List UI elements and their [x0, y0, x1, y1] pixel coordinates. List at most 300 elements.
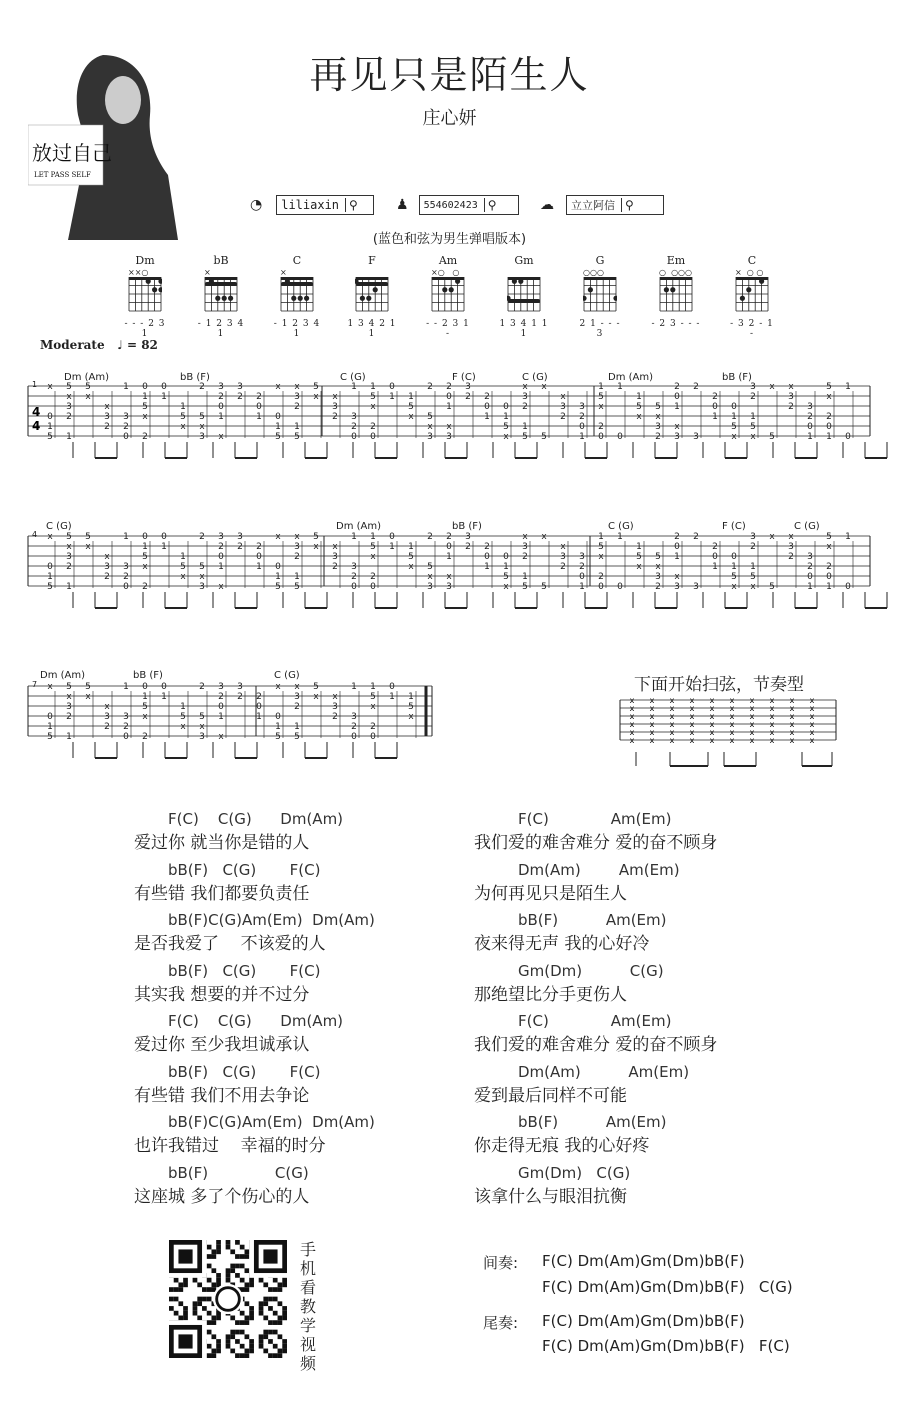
svg-text:5: 5	[199, 412, 205, 422]
tab-chord-label: C (G)	[340, 372, 366, 383]
svg-text:x: x	[629, 712, 635, 721]
svg-text:0: 0	[389, 682, 395, 692]
svg-text:1: 1	[142, 542, 148, 552]
svg-text:2: 2	[807, 562, 813, 572]
svg-text:1: 1	[294, 572, 300, 582]
lyric-chords: bB(F) C(G) F(C)	[168, 860, 321, 879]
svg-text:x: x	[275, 382, 281, 392]
svg-text:1: 1	[294, 722, 300, 732]
svg-text:x: x	[669, 712, 675, 721]
svg-text:x: x	[47, 682, 53, 692]
lyric-line: 爱到最后同样不可能	[474, 1085, 627, 1106]
svg-text:x: x	[649, 720, 655, 729]
svg-text:x: x	[218, 582, 224, 592]
svg-text:x: x	[731, 432, 737, 442]
svg-text:x: x	[85, 392, 91, 402]
svg-text:x: x	[218, 732, 224, 742]
svg-text:2: 2	[104, 422, 110, 432]
lyric-chords: Dm(Am) Am(Em)	[518, 860, 680, 879]
svg-text:x: x	[370, 702, 376, 712]
svg-text:1: 1	[123, 382, 129, 392]
svg-text:x: x	[104, 402, 110, 412]
lyric-line: 你走得无痕 我的心好疼	[474, 1136, 650, 1156]
lyric-chords: bB(F) C(G)	[168, 1163, 309, 1182]
svg-text:2: 2	[370, 722, 376, 732]
svg-text:x: x	[522, 382, 528, 392]
tab-chord-label: Dm (Am)	[336, 521, 382, 532]
svg-text:5: 5	[408, 702, 414, 712]
svg-text:x: x	[809, 736, 815, 745]
svg-text:2: 2	[522, 402, 528, 412]
lyric-line: 我们爱的难舍难分 爱的奋不顾身	[474, 1035, 718, 1055]
svg-text:2: 2	[199, 382, 205, 392]
svg-text:0: 0	[484, 402, 490, 412]
chord-name: Em	[666, 254, 686, 267]
tab-chord-label: bB (F)	[452, 521, 482, 532]
svg-text:2: 2	[674, 532, 680, 542]
svg-text:0: 0	[617, 582, 623, 592]
fingering: - 1 2 3 4 1	[273, 319, 321, 339]
svg-text:3: 3	[66, 702, 72, 712]
svg-text:2: 2	[598, 422, 604, 432]
svg-text:1: 1	[294, 422, 300, 432]
svg-text:2: 2	[807, 412, 813, 422]
lyric-chords: bB(F) C(G) F(C)	[168, 1062, 321, 1081]
svg-text:x: x	[749, 736, 755, 745]
svg-text:x: x	[809, 712, 815, 721]
svg-text:x: x	[332, 392, 338, 402]
interlude-line-2: F(C) Dm(Am)Gm(Dm)bB(F) C(G)	[542, 1278, 793, 1296]
svg-text:x: x	[104, 552, 110, 562]
svg-text:0: 0	[142, 682, 148, 692]
svg-text:0: 0	[275, 412, 281, 422]
svg-text:2: 2	[750, 392, 756, 402]
tab-chord-label: F (C)	[722, 521, 746, 532]
svg-text:3: 3	[294, 392, 300, 402]
svg-text:5: 5	[180, 562, 186, 572]
svg-text:0: 0	[218, 552, 224, 562]
svg-text:2: 2	[294, 552, 300, 562]
svg-text:5: 5	[142, 552, 148, 562]
svg-text:0: 0	[674, 542, 680, 552]
svg-text:2: 2	[351, 422, 357, 432]
svg-text:x: x	[180, 572, 186, 582]
svg-text:2: 2	[123, 572, 129, 582]
svg-text:5: 5	[66, 682, 72, 692]
svg-text:1: 1	[123, 532, 129, 542]
svg-text:5: 5	[313, 532, 319, 542]
fingering: 1 3 4 2 1 1	[347, 319, 397, 339]
svg-text:x: x	[731, 582, 737, 592]
svg-text:0: 0	[142, 382, 148, 392]
svg-text:5: 5	[294, 432, 300, 442]
fingering: 2 1 - - - 3	[579, 319, 621, 339]
svg-text:3: 3	[427, 432, 433, 442]
search-icon: ⚲	[621, 198, 634, 212]
svg-text:3: 3	[560, 402, 566, 412]
tab-chord-label: C (G)	[274, 670, 300, 681]
svg-text:x: x	[629, 728, 635, 737]
svg-text:3: 3	[522, 392, 528, 402]
svg-text:1: 1	[807, 582, 813, 592]
svg-text:x: x	[769, 736, 775, 745]
svg-text:5: 5	[750, 422, 756, 432]
svg-text:1: 1	[180, 702, 186, 712]
svg-text:3: 3	[332, 402, 338, 412]
svg-text:5: 5	[294, 582, 300, 592]
svg-text:2: 2	[66, 412, 72, 422]
svg-text:2: 2	[370, 422, 376, 432]
svg-text:x: x	[669, 720, 675, 729]
svg-text:x: x	[669, 704, 675, 713]
svg-text:x: x	[649, 736, 655, 745]
svg-text:2: 2	[351, 572, 357, 582]
svg-text:1: 1	[617, 532, 623, 542]
svg-text:2: 2	[522, 552, 528, 562]
svg-text:x: x	[789, 696, 795, 705]
svg-text:5: 5	[66, 382, 72, 392]
svg-text:5: 5	[636, 552, 642, 562]
svg-text:1: 1	[47, 572, 53, 582]
svg-text:5: 5	[370, 392, 376, 402]
svg-text:1: 1	[66, 432, 72, 442]
svg-text:5: 5	[85, 682, 91, 692]
measure-number: 1	[32, 380, 38, 389]
lyric-line: 其实我 想要的并不过分	[134, 984, 310, 1005]
svg-text:x: x	[47, 382, 53, 392]
svg-text:0: 0	[826, 572, 832, 582]
svg-text:5: 5	[826, 382, 832, 392]
svg-text:3: 3	[123, 712, 129, 722]
svg-text:3: 3	[66, 552, 72, 562]
weibo-icon: ◔	[250, 197, 263, 213]
svg-text:x: x	[749, 712, 755, 721]
svg-text:5: 5	[750, 572, 756, 582]
svg-text:1: 1	[522, 572, 528, 582]
svg-text:0: 0	[142, 532, 148, 542]
svg-text:2: 2	[370, 572, 376, 582]
svg-text:x: x	[446, 572, 452, 582]
svg-text:5: 5	[731, 572, 737, 582]
svg-text:5: 5	[275, 432, 281, 442]
svg-text:2: 2	[427, 532, 433, 542]
svg-text:x: x	[789, 720, 795, 729]
svg-text:0: 0	[712, 552, 718, 562]
fingering: - 3 2 - 1 -	[730, 319, 774, 339]
svg-text:1: 1	[218, 712, 224, 722]
svg-text:1: 1	[408, 392, 414, 402]
svg-text:5: 5	[47, 582, 53, 592]
svg-text:5: 5	[47, 432, 53, 442]
svg-text:1: 1	[275, 722, 281, 732]
svg-text:x: x	[636, 562, 642, 572]
svg-text:2: 2	[66, 712, 72, 722]
qr-code-image	[168, 1240, 288, 1358]
svg-text:1: 1	[579, 432, 585, 442]
open-mute-markers: ×○ ○	[431, 268, 460, 277]
svg-text:1: 1	[142, 392, 148, 402]
svg-text:x: x	[750, 432, 756, 442]
svg-text:3: 3	[104, 712, 110, 722]
svg-text:3: 3	[218, 382, 224, 392]
svg-text:5: 5	[142, 702, 148, 712]
svg-text:x: x	[649, 696, 655, 705]
svg-text:5: 5	[541, 582, 547, 592]
svg-text:x: x	[275, 532, 281, 542]
svg-text:x: x	[709, 712, 715, 721]
svg-text:2: 2	[237, 692, 243, 702]
svg-text:5: 5	[275, 732, 281, 742]
svg-text:3: 3	[199, 432, 205, 442]
svg-text:x: x	[446, 422, 452, 432]
svg-text:5: 5	[142, 402, 148, 412]
svg-text:1: 1	[142, 692, 148, 702]
chord-name: Dm	[135, 254, 155, 267]
svg-text:x: x	[674, 572, 680, 582]
svg-text:x: x	[598, 402, 604, 412]
lyric-chords: F(C) Am(Em)	[518, 810, 672, 828]
svg-text:x: x	[629, 720, 635, 729]
svg-text:2: 2	[484, 542, 490, 552]
lyric-chords: Gm(Dm) C(G)	[518, 1163, 631, 1182]
svg-text:x: x	[689, 704, 695, 713]
svg-text:x: x	[104, 702, 110, 712]
svg-text:1: 1	[218, 562, 224, 572]
svg-text:x: x	[332, 542, 338, 552]
svg-text:x: x	[598, 552, 604, 562]
svg-text:0: 0	[351, 432, 357, 442]
svg-text:0: 0	[161, 532, 167, 542]
svg-text:x: x	[275, 682, 281, 692]
svg-text:1: 1	[47, 722, 53, 732]
svg-text:2: 2	[598, 572, 604, 582]
svg-text:1: 1	[826, 582, 832, 592]
social-qq: ♟ 554602423 ⚲	[396, 195, 519, 215]
lyric-line: 为何再见只是陌生人	[474, 883, 627, 904]
svg-text:x: x	[729, 696, 735, 705]
svg-text:5: 5	[427, 412, 433, 422]
svg-text:x: x	[66, 542, 72, 552]
tab-chord-label: C (G)	[608, 521, 634, 532]
svg-text:3: 3	[560, 552, 566, 562]
fingering: 1 3 4 1 1 1	[499, 319, 549, 339]
svg-text:x: x	[789, 704, 795, 713]
strum-pattern-title: 下面开始扫弦，节奏型	[634, 675, 804, 695]
svg-text:x: x	[85, 692, 91, 702]
svg-text:0: 0	[446, 392, 452, 402]
svg-text:3: 3	[351, 412, 357, 422]
svg-text:2: 2	[446, 382, 452, 392]
svg-text:1: 1	[807, 432, 813, 442]
svg-text:2: 2	[237, 542, 243, 552]
svg-text:2: 2	[560, 562, 566, 572]
lyric-chords: F(C) Am(Em)	[518, 1012, 672, 1030]
svg-text:3: 3	[655, 572, 661, 582]
chord-name: bB	[213, 254, 229, 267]
svg-text:3: 3	[427, 582, 433, 592]
svg-text:1: 1	[845, 532, 851, 542]
tab-chord-label: bB (F)	[180, 372, 210, 383]
svg-text:x: x	[709, 728, 715, 737]
svg-text:x: x	[689, 696, 695, 705]
svg-text:4: 4	[32, 405, 41, 419]
lyric-line: 有些错 我们不用去争论	[134, 1085, 310, 1106]
svg-text:x: x	[729, 712, 735, 721]
svg-text:x: x	[826, 392, 832, 402]
svg-text:x: x	[809, 704, 815, 713]
svg-text:0: 0	[370, 732, 376, 742]
fingering: - 1 2 3 4 1	[197, 319, 245, 339]
svg-text:3: 3	[104, 562, 110, 572]
svg-text:5: 5	[370, 542, 376, 552]
svg-text:5: 5	[180, 412, 186, 422]
svg-text:x: x	[769, 704, 775, 713]
svg-text:0: 0	[807, 572, 813, 582]
svg-text:0: 0	[503, 552, 509, 562]
svg-text:2: 2	[674, 382, 680, 392]
svg-text:5: 5	[408, 552, 414, 562]
svg-text:2: 2	[294, 702, 300, 712]
svg-text:x: x	[522, 532, 528, 542]
svg-text:x: x	[749, 704, 755, 713]
svg-text:0: 0	[275, 712, 281, 722]
svg-text:2: 2	[104, 572, 110, 582]
svg-text:2: 2	[256, 692, 262, 702]
svg-text:2: 2	[294, 402, 300, 412]
svg-text:3: 3	[750, 532, 756, 542]
tab-chord-label: C (G)	[522, 372, 548, 383]
svg-text:3: 3	[218, 532, 224, 542]
open-mute-markers: ×	[204, 268, 211, 277]
svg-text:x: x	[541, 382, 547, 392]
svg-text:5: 5	[503, 572, 509, 582]
svg-text:x: x	[809, 720, 815, 729]
svg-text:5: 5	[427, 562, 433, 572]
svg-text:1: 1	[256, 712, 262, 722]
svg-text:5: 5	[769, 582, 775, 592]
svg-text:1: 1	[180, 402, 186, 412]
svg-text:3: 3	[788, 392, 794, 402]
svg-text:5: 5	[199, 562, 205, 572]
svg-text:1: 1	[598, 532, 604, 542]
svg-text:x: x	[709, 720, 715, 729]
svg-text:5: 5	[180, 712, 186, 722]
lyric-chords: Gm(Dm) C(G)	[518, 961, 664, 980]
svg-text:3: 3	[522, 542, 528, 552]
svg-text:0: 0	[123, 432, 129, 442]
svg-text:3: 3	[674, 432, 680, 442]
lyric-chords: bB(F) Am(Em)	[518, 911, 667, 929]
svg-text:2: 2	[655, 432, 661, 442]
svg-text:x: x	[826, 542, 832, 552]
svg-text:x: x	[749, 696, 755, 705]
svg-text:0: 0	[218, 402, 224, 412]
qr-caption: 手机看教学视频	[300, 1240, 317, 1373]
svg-text:x: x	[709, 696, 715, 705]
svg-text:2: 2	[579, 562, 585, 572]
svg-text:3: 3	[294, 692, 300, 702]
svg-text:5: 5	[522, 432, 528, 442]
qq-icon: ♟	[396, 197, 409, 213]
svg-text:2: 2	[199, 532, 205, 542]
svg-text:0: 0	[275, 562, 281, 572]
svg-text:1: 1	[256, 562, 262, 572]
chord-name: C	[747, 254, 757, 267]
svg-text:0: 0	[256, 402, 262, 412]
svg-text:1: 1	[503, 412, 509, 422]
svg-text:2: 2	[655, 582, 661, 592]
svg-text:2: 2	[826, 562, 832, 572]
svg-text:0: 0	[47, 412, 53, 422]
svg-text:0: 0	[256, 702, 262, 712]
svg-text:3: 3	[446, 432, 452, 442]
tab-chord-label: Dm (Am)	[64, 372, 110, 383]
svg-text:1: 1	[161, 392, 167, 402]
svg-text:0: 0	[598, 432, 604, 442]
svg-text:x: x	[199, 422, 205, 432]
svg-text:2: 2	[332, 412, 338, 422]
svg-text:3: 3	[218, 682, 224, 692]
svg-text:x: x	[66, 392, 72, 402]
svg-text:1: 1	[275, 572, 281, 582]
fingering: - 2 3 - - -	[651, 319, 701, 329]
svg-text:5: 5	[313, 682, 319, 692]
lyric-line: 爱过你 就当你是错的人	[134, 833, 310, 853]
svg-text:0: 0	[845, 432, 851, 442]
lyric-chords: bB(F) C(G) F(C)	[168, 961, 321, 980]
svg-text:x: x	[809, 728, 815, 737]
svg-text:1: 1	[636, 542, 642, 552]
svg-text:1: 1	[351, 382, 357, 392]
lyric-chords: bB(F)C(G)Am(Em) Dm(Am)	[168, 1113, 375, 1131]
svg-text:1: 1	[180, 552, 186, 562]
svg-text:x: x	[749, 720, 755, 729]
svg-text:5: 5	[275, 582, 281, 592]
svg-text:x: x	[503, 582, 509, 592]
svg-text:x: x	[689, 720, 695, 729]
svg-text:x: x	[180, 422, 186, 432]
svg-text:x: x	[689, 736, 695, 745]
svg-text:x: x	[649, 728, 655, 737]
svg-text:0: 0	[389, 532, 395, 542]
svg-text:3: 3	[294, 542, 300, 552]
svg-text:1: 1	[845, 382, 851, 392]
svg-text:x: x	[313, 542, 319, 552]
svg-text:2: 2	[465, 392, 471, 402]
svg-text:x: x	[749, 728, 755, 737]
svg-text:5: 5	[769, 432, 775, 442]
svg-text:2: 2	[66, 562, 72, 572]
svg-text:2: 2	[446, 532, 452, 542]
svg-text:1: 1	[731, 412, 737, 422]
svg-text:x: x	[769, 728, 775, 737]
svg-text:x: x	[809, 696, 815, 705]
svg-text:2: 2	[237, 392, 243, 402]
open-mute-markers: ×	[280, 268, 287, 277]
version-note: (蓝色和弦为男生弹唱版本)	[372, 232, 527, 247]
svg-text:x: x	[180, 722, 186, 732]
svg-text:x: x	[503, 432, 509, 442]
svg-text:1: 1	[731, 562, 737, 572]
svg-text:1: 1	[275, 422, 281, 432]
svg-text:x: x	[750, 582, 756, 592]
svg-text:x: x	[769, 382, 775, 392]
svg-text:1: 1	[370, 532, 376, 542]
svg-text:x: x	[789, 728, 795, 737]
svg-text:1: 1	[161, 692, 167, 702]
svg-text:1: 1	[66, 582, 72, 592]
svg-text:0: 0	[256, 552, 262, 562]
